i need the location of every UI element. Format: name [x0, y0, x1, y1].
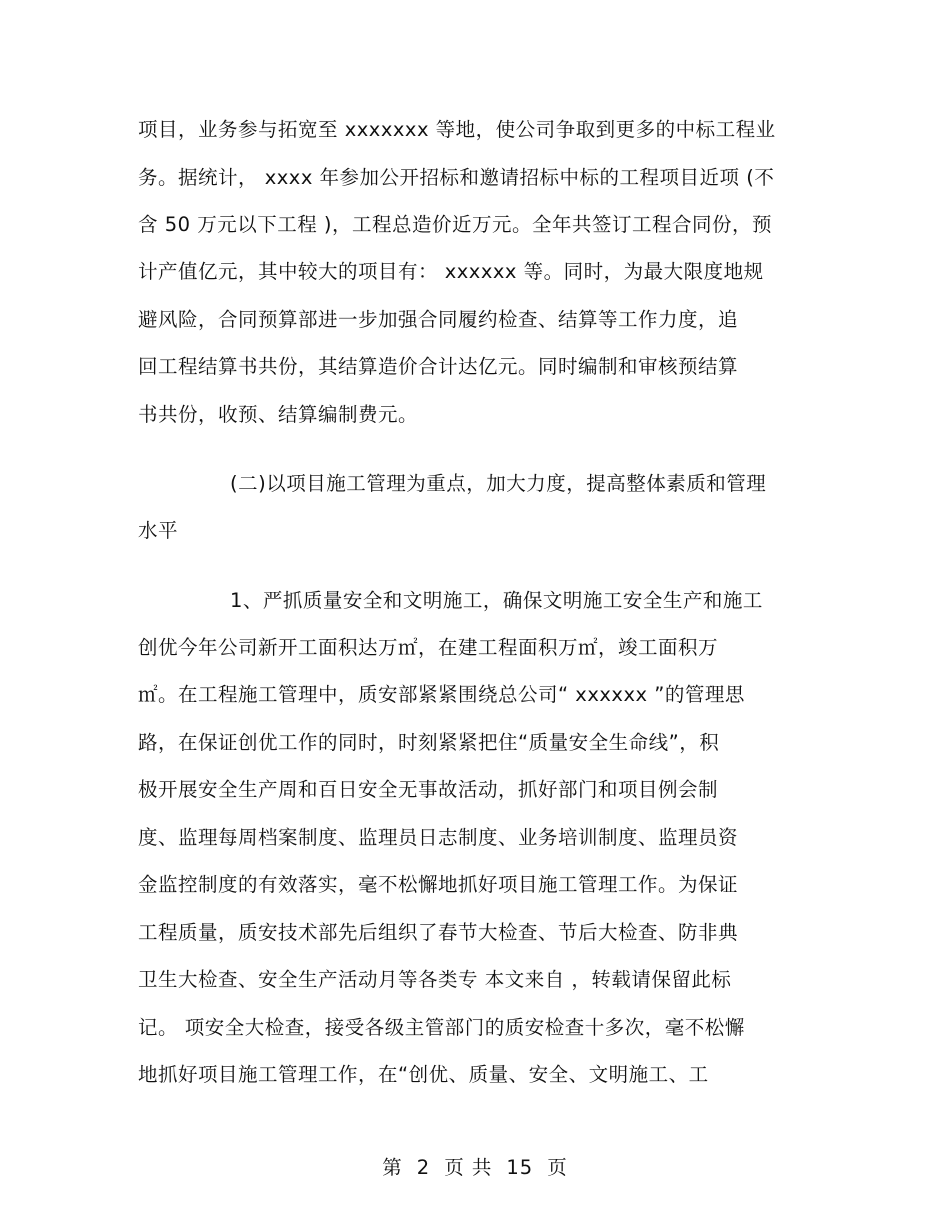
paragraph-line: 务。据统计， xxxx 年参加公开招标和邀请招标中标的工程项目近项 (不 [138, 166, 775, 189]
paragraph-line: 极开展安全生产周和百日安全无事故活动，抓好部门和项目例会制 [138, 778, 719, 801]
paragraph-line: 避风险，合同预算部进一步加强合同履约检查、结算等工作力度，追 [138, 308, 739, 331]
paragraph-line: ㎡。在工程施工管理中，质安部紧紧围绕总公司“ xxxxxx ”的管理思 [138, 683, 745, 706]
paragraph-line: 金监控制度的有效落实，毫不松懈地抓好项目施工管理工作。为保证 [138, 873, 739, 896]
paragraph-line: 度、监理每周档案制度、监理员日志制度、业务培训制度、监理员资 [138, 826, 739, 849]
current-page-number: 2 [416, 1156, 431, 1179]
paragraph-line: 回工程结算书共份，其结算造价合计达亿元。同时编制和审核预结算 [138, 355, 739, 378]
footer-prefix: 第 [382, 1156, 403, 1179]
paragraph-line: 计产值亿元，其中较大的项目有： xxxxxx 等。同时，为最大限度地规 [138, 260, 764, 283]
paragraph-line: 记。 项安全大检查，接受各级主管部门的质安检查十多次，毫不松懈 [138, 1016, 745, 1039]
paragraph-line: 卫生大检查、安全生产活动月等各类专 本文来自 ，转载请保留此标 [138, 968, 732, 991]
paragraph-line: 项目，业务参与拓宽至 xxxxxxx 等地，使公司争取到更多的中标工程业 [138, 118, 776, 141]
paragraph-line: 路，在保证创优工作的同时，时刻紧紧把住“质量安全生命线”，积 [138, 731, 720, 754]
paragraph-line: 创优今年公司新开工面积达万㎡，在建工程面积万㎡，竣工面积万 [138, 636, 719, 659]
section-heading-continued: 水平 [138, 519, 179, 542]
section-heading: (二)以项目施工管理为重点，加大力度，提高整体素质和管理 [230, 472, 767, 495]
paragraph-line: 书共份，收预、结算编制费元。 [138, 403, 419, 426]
footer-suffix: 页 [547, 1156, 568, 1179]
paragraph-line: 地抓好项目施工管理工作，在“创优、质量、安全、文明施工、工 [138, 1063, 709, 1086]
paragraph-line: 含 50 万元以下工程 )，工程总造价近万元。全年共签订工程合同份，预 [138, 213, 773, 236]
page-footer [0, 1152, 950, 1180]
paragraph-line: 工程质量，质安技术部先后组织了春节大检查、节后大检查、防非典 [138, 921, 739, 944]
footer-mid: 页 共 [444, 1156, 493, 1179]
paragraph-line: 1、严抓质量安全和文明施工，确保文明施工安全生产和施工 [230, 589, 763, 612]
total-page-count: 15 [506, 1156, 534, 1179]
